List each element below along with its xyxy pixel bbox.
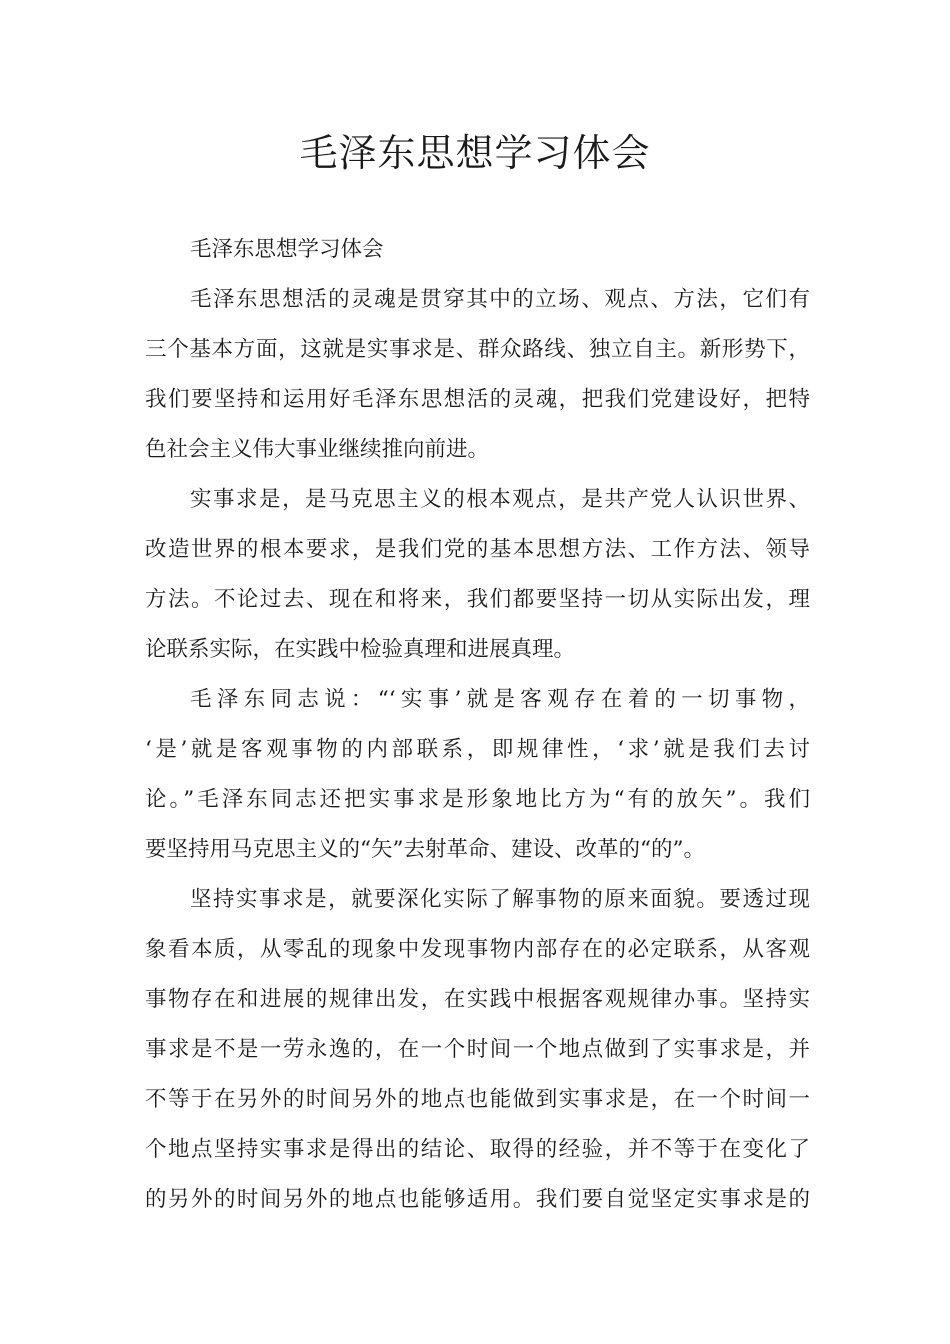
text-line: 坚持实事求是，就要深化实际了解事物的原来面貌。要透过现 [190, 887, 810, 912]
text-line: 象看本质，从零乱的现象中发现事物内部存在的必定联系，从客观 [145, 937, 810, 962]
text-line: 毛泽东同志说：“‘实事’就是客观存在着的一切事物， [190, 687, 810, 712]
text-line: 论联系实际，在实践中检验真理和进展真理。 [145, 637, 576, 662]
text-line: 改造世界的根本要求，是我们党的基本思想方法、工作方法、领导 [145, 537, 810, 562]
text-line: 不等于在另外的时间另外的地点也能做到实事求是，在一个时间一 [145, 1087, 810, 1112]
text-line: 毛泽东思想活的灵魂是贯穿其中的立场、观点、方法，它们有 [190, 287, 810, 312]
text-line: 的另外的时间另外的地点也能够适用。我们要自觉坚定实事求是的 [145, 1187, 810, 1212]
paragraph [145, 675, 810, 875]
text-line: 个地点坚持实事求是得出的结论、取得的经验，并不等于在变化了 [145, 1137, 810, 1162]
text-line: 要坚持用马克思主义的“矢”去射革命、建设、改革的“的”。 [145, 837, 705, 862]
text-line: 方法。不论过去、现在和将来，我们都要坚持一切从实际出发，理 [145, 587, 810, 612]
document-title: 毛泽东思想学习体会 [299, 131, 651, 175]
document-body [145, 225, 810, 1225]
text-line: 毛泽东思想学习体会 [190, 237, 384, 262]
text-line: 实事求是，是马克思主义的根本观点，是共产党人认识世界、 [190, 487, 810, 512]
paragraph-subtitle [145, 225, 810, 275]
paragraph [145, 875, 810, 1225]
text-line: 色社会主义伟大事业继续推向前进。 [145, 437, 490, 462]
paragraph [145, 275, 810, 475]
paragraph [145, 475, 810, 675]
text-line: 我们要坚持和运用好毛泽东思想活的灵魂，把我们党建设好，把特 [145, 387, 810, 412]
text-line: 三个基本方面，这就是实事求是、群众路线、独立自主。新形势下， [145, 337, 810, 362]
text-line: 事求是不是一劳永逸的，在一个时间一个地点做到了实事求是，并 [145, 1037, 810, 1062]
text-line: 论。”毛泽东同志还把实事求是形象地比方为“有的放矢”。我们 [145, 787, 810, 812]
text-line: ‘是’就是客观事物的内部联系，即规律性，‘求’就是我们去讨 [145, 737, 810, 762]
text-line: 事物存在和进展的规律出发，在实践中根据客观规律办事。坚持实 [145, 987, 810, 1012]
